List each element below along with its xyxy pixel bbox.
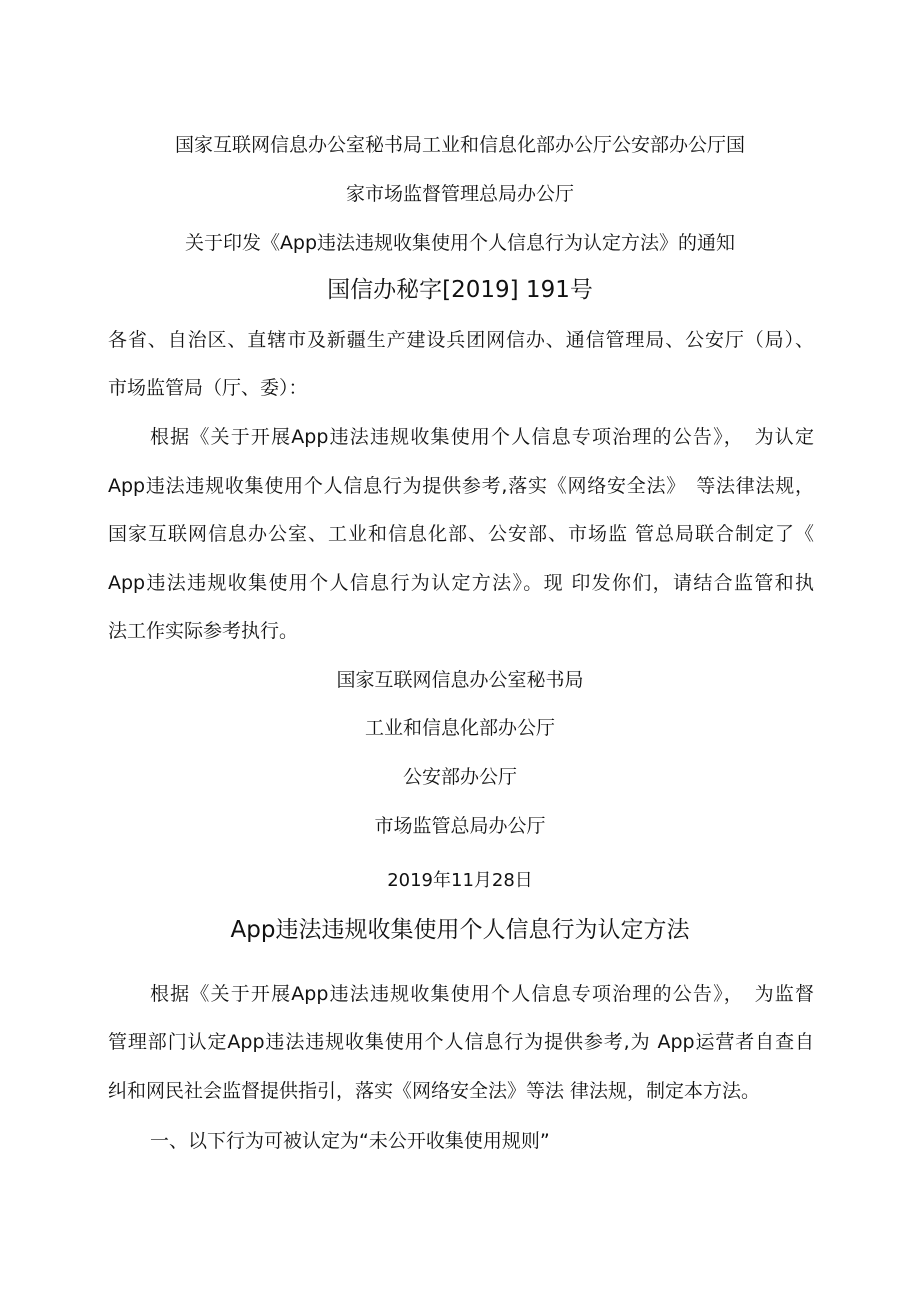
body-line-1: 根据《关于开展App违法违规收集使用个人信息专项治理的公告》， 为认定 [150,426,814,448]
section-heading-1: 一、以下行为可被认定为“未公开收集使用规则” [150,1130,550,1152]
signature-3: 公安部办公厅 [402,766,517,788]
body-line-5: 法工作实际参考执行。 [108,620,299,642]
body-line-3: 国家互联网信息办公室、工业和信息化部、公安部、市场监 管总局联合制定了《 [108,523,814,545]
attachment-intro-line-2: 管理部门认定App违法违规收集使用个人信息行为提供参考,为 App运营者自查自 [108,1031,814,1053]
signature-2: 工业和信息化部办公厅 [364,717,555,739]
body-line-2: App违法违规收集使用个人信息行为提供参考,落实《网络安全法》 等法律法规， [108,475,814,497]
issuer-line-2: 家市场监督管理总局办公厅 [345,183,574,205]
signature-1: 国家互联网信息办公室秘书局 [336,669,584,691]
signature-date: 2019年11月28日 [387,870,533,891]
notice-title: 关于印发《App违法违规收集使用个人信息行为认定方法》的通知 [184,232,736,254]
attachment-intro-line-1: 根据《关于开展App违法违规收集使用个人信息专项治理的公告》， 为监督 [150,983,814,1005]
signature-4: 市场监管总局办公厅 [374,815,546,837]
attachment-title: App违法违规收集使用个人信息行为认定方法 [230,917,690,943]
document-number: 国信办秘字[2019] 191号 [327,277,593,303]
body-line-4: App违法违规收集使用个人信息行为认定方法》。现 印发你们，请结合监管和执 [108,572,814,594]
addressee-line-1: 各省、自治区、直辖市及新疆生产建设兵团网信办、通信管理局、公安厅（局）、 [108,329,814,351]
addressee-line-2: 市场监管局（厅、委）： [108,377,308,399]
issuer-line-1: 国家互联网信息办公室秘书局工业和信息化部办公厅公安部办公厅国 [174,134,745,156]
attachment-intro-line-3: 纠和网民社会监督提供指引，落实《网络安全法》等法 律法规，制定本方法。 [108,1080,761,1102]
